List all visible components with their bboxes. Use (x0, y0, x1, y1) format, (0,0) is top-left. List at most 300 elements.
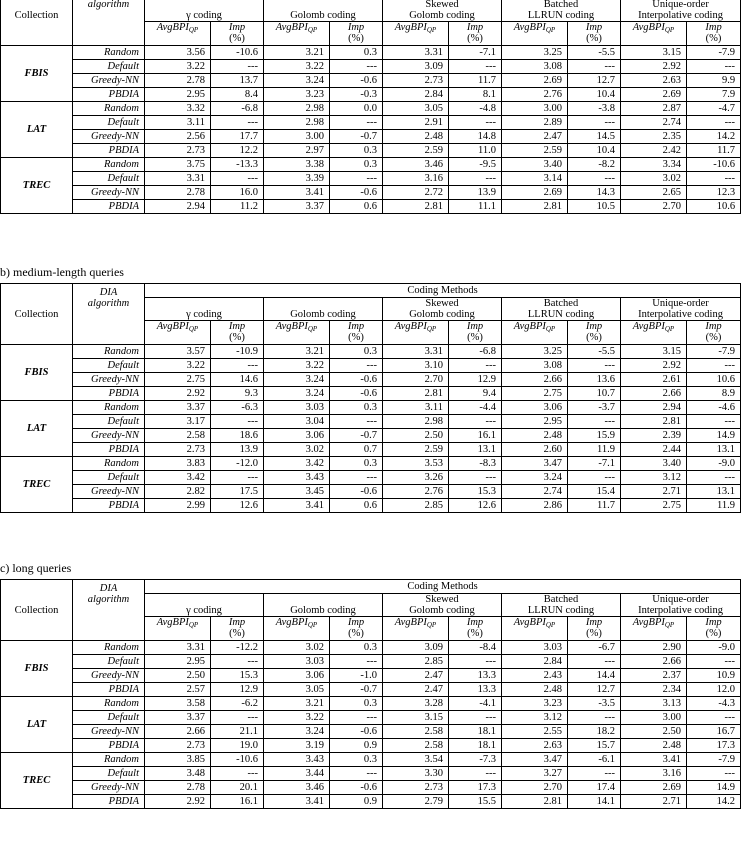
imp-cell: 10.4 (568, 144, 621, 158)
algorithm-name: PBDIA (73, 88, 145, 102)
avgbpi-cell: 3.38 (264, 158, 330, 172)
imp-cell: --- (449, 471, 502, 485)
avgbpi-cell: 2.58 (145, 429, 211, 443)
avgbpi-cell: 2.89 (502, 116, 568, 130)
avgbpi-cell: 2.69 (502, 74, 568, 88)
collection-name: FBIS (1, 345, 73, 401)
avgbpi-cell: 2.92 (145, 795, 211, 809)
imp-cell: --- (568, 172, 621, 186)
imp-cell: 0.6 (330, 200, 383, 214)
method-name-line1: Batched (543, 298, 579, 309)
imp-cell: -7.9 (687, 753, 741, 767)
imp-cell: 17.3 (449, 781, 502, 795)
imp-cell: 12.7 (568, 74, 621, 88)
avgbpi-cell: 3.37 (145, 401, 211, 415)
table-row (1, 158, 741, 172)
table-row (1, 711, 741, 725)
avgbpi-header (145, 321, 211, 345)
imp-cell: --- (687, 471, 741, 485)
imp-cell: 10.5 (568, 200, 621, 214)
imp-cell: --- (687, 655, 741, 669)
imp-cell: 14.2 (687, 795, 741, 809)
table-row (1, 200, 741, 214)
imp-cell: --- (449, 60, 502, 74)
table-row (1, 102, 741, 116)
imp-cell: 16.1 (449, 429, 502, 443)
imp-header (687, 22, 741, 46)
imp-cell: -10.9 (211, 345, 264, 359)
collection-name: LAT (1, 102, 73, 158)
imp-label: Imp (347, 321, 365, 332)
avgbpi-header (383, 22, 449, 46)
avgbpi-cell: 2.50 (383, 429, 449, 443)
imp-cell: -0.6 (330, 74, 383, 88)
algorithm-name: Random (73, 457, 145, 471)
imp-cell: 14.1 (568, 795, 621, 809)
imp-cell: --- (568, 471, 621, 485)
imp-cell: -7.9 (687, 46, 741, 60)
method-name-line2: Interpolative coding (638, 309, 723, 320)
imp-cell: 0.3 (330, 457, 383, 471)
avgbpi-cell: 3.15 (621, 345, 687, 359)
imp-cell: 0.3 (330, 158, 383, 172)
avgbpi-cell: 3.16 (383, 172, 449, 186)
method-name-line2: LLRUN coding (527, 605, 595, 616)
avgbpi-cell: 3.16 (621, 767, 687, 781)
avgbpi-cell: 3.02 (264, 641, 330, 655)
imp-cell: 19.0 (211, 739, 264, 753)
avgbpi-cell: 2.76 (502, 88, 568, 102)
table-row (1, 471, 741, 485)
collection-name: LAT (1, 401, 73, 457)
imp-cell: -0.6 (330, 373, 383, 387)
avgbpi-cell: 3.08 (502, 359, 568, 373)
avgbpi-header (264, 22, 330, 46)
algorithm-name: Random (73, 158, 145, 172)
avgbpi-cell: 3.31 (383, 345, 449, 359)
coding-methods-header: Coding Methods (145, 580, 741, 594)
imp-cell: -5.5 (568, 345, 621, 359)
avgbpi-cell: 3.05 (264, 683, 330, 697)
avgbpi-cell: 2.75 (502, 387, 568, 401)
coding-method-header (621, 0, 741, 22)
table-row (1, 795, 741, 809)
avgbpi-subscript: QP (664, 325, 675, 333)
algorithm-name: PBDIA (73, 683, 145, 697)
avgbpi-cell: 2.84 (383, 88, 449, 102)
imp-cell: 12.6 (211, 499, 264, 513)
avgbpi-cell: 2.73 (383, 74, 449, 88)
algorithm-name: PBDIA (73, 443, 145, 457)
algorithm-name: PBDIA (73, 144, 145, 158)
avgbpi-cell: 3.32 (145, 102, 211, 116)
avgbpi-cell: 2.90 (621, 641, 687, 655)
table-row (1, 443, 741, 457)
avgbpi-subscript: QP (426, 325, 437, 333)
table-caption: c) long queries (0, 561, 72, 575)
imp-cell: --- (211, 767, 264, 781)
avgbpi-label: AvgBPI (394, 617, 427, 628)
imp-header (211, 321, 264, 345)
imp-cell: 13.6 (568, 373, 621, 387)
avgbpi-cell: 3.00 (264, 130, 330, 144)
imp-unit: (%) (705, 628, 722, 639)
avgbpi-cell: 3.46 (264, 781, 330, 795)
avgbpi-cell: 3.22 (145, 60, 211, 74)
avgbpi-cell: 2.73 (145, 739, 211, 753)
avgbpi-header (264, 321, 330, 345)
imp-cell: --- (687, 60, 741, 74)
collection-name: LAT (1, 697, 73, 753)
avgbpi-cell: 3.40 (621, 457, 687, 471)
table-row (1, 359, 741, 373)
table-row (1, 373, 741, 387)
avgbpi-cell: 3.22 (145, 359, 211, 373)
imp-cell: --- (568, 655, 621, 669)
avgbpi-cell: 2.78 (145, 781, 211, 795)
avgbpi-label: AvgBPI (632, 617, 665, 628)
avgbpi-cell: 3.26 (383, 471, 449, 485)
imp-cell: 0.3 (330, 401, 383, 415)
avgbpi-header (621, 617, 687, 641)
avgbpi-cell: 3.00 (621, 711, 687, 725)
avgbpi-label: AvgBPI (632, 321, 665, 332)
collection-header: Collection (1, 580, 73, 641)
avgbpi-cell: 2.81 (621, 415, 687, 429)
imp-header (568, 22, 621, 46)
avgbpi-cell: 3.41 (264, 795, 330, 809)
algorithm-name: Random (73, 102, 145, 116)
avgbpi-subscript: QP (188, 325, 199, 333)
imp-cell: -6.8 (211, 102, 264, 116)
avgbpi-cell: 2.43 (502, 669, 568, 683)
method-name-line1 (269, 0, 377, 10)
imp-cell: 17.7 (211, 130, 264, 144)
imp-cell: 16.0 (211, 186, 264, 200)
avgbpi-subscript: QP (307, 325, 318, 333)
collection-name: FBIS (1, 641, 73, 697)
avgbpi-cell: 2.66 (621, 387, 687, 401)
avgbpi-cell: 3.46 (383, 158, 449, 172)
avgbpi-subscript: QP (188, 26, 199, 34)
imp-cell: --- (211, 116, 264, 130)
avgbpi-cell: 3.34 (621, 158, 687, 172)
imp-cell: -0.7 (330, 130, 383, 144)
avgbpi-cell: 2.69 (621, 781, 687, 795)
method-name-line2: LLRUN coding (527, 10, 595, 21)
avgbpi-subscript: QP (307, 26, 318, 34)
imp-cell: 9.4 (449, 387, 502, 401)
imp-cell: 13.7 (211, 74, 264, 88)
avgbpi-cell: 3.41 (621, 753, 687, 767)
table-row (1, 186, 741, 200)
avgbpi-cell: 3.17 (145, 415, 211, 429)
algorithm-name: Greedy-NN (73, 429, 145, 443)
avgbpi-cell: 3.24 (264, 373, 330, 387)
table-row (1, 144, 741, 158)
imp-cell: -3.8 (568, 102, 621, 116)
avgbpi-cell: 2.66 (502, 373, 568, 387)
imp-header (449, 617, 502, 641)
avgbpi-subscript: QP (545, 325, 556, 333)
avgbpi-cell: 3.15 (621, 46, 687, 60)
avgbpi-header (264, 617, 330, 641)
imp-cell: --- (687, 711, 741, 725)
imp-unit: (%) (586, 628, 602, 639)
method-name-line1: Skewed (425, 298, 459, 309)
method-name-line2: Interpolative coding (638, 605, 723, 616)
imp-header (449, 321, 502, 345)
avgbpi-cell: 2.39 (621, 429, 687, 443)
avgbpi-cell: 2.63 (502, 739, 568, 753)
imp-cell: 17.5 (211, 485, 264, 499)
avgbpi-header (621, 321, 687, 345)
imp-cell: 14.9 (687, 781, 741, 795)
imp-cell: 0.0 (330, 102, 383, 116)
imp-cell: 13.9 (449, 186, 502, 200)
avgbpi-cell: 3.53 (383, 457, 449, 471)
algorithm-name: Greedy-NN (73, 130, 145, 144)
avgbpi-cell: 3.06 (264, 429, 330, 443)
imp-cell: -10.6 (211, 753, 264, 767)
imp-cell: -12.0 (211, 457, 264, 471)
imp-cell: 0.3 (330, 345, 383, 359)
imp-cell: 13.1 (687, 485, 741, 499)
avgbpi-cell: 3.15 (383, 711, 449, 725)
avgbpi-cell: 3.57 (145, 345, 211, 359)
imp-unit: (%) (586, 332, 602, 343)
imp-cell: -6.1 (568, 753, 621, 767)
avgbpi-header (145, 617, 211, 641)
avgbpi-cell: 3.12 (502, 711, 568, 725)
coding-method-header (502, 594, 621, 617)
avgbpi-subscript: QP (307, 621, 318, 629)
avgbpi-label: AvgBPI (632, 22, 665, 33)
imp-cell: --- (330, 471, 383, 485)
imp-label: Imp (705, 22, 722, 33)
imp-header (687, 617, 741, 641)
imp-cell: 8.4 (211, 88, 264, 102)
imp-cell: --- (687, 415, 741, 429)
collection-name: TREC (1, 753, 73, 809)
algorithm-name: Greedy-NN (73, 485, 145, 499)
table-row (1, 499, 741, 513)
imp-label: Imp (705, 321, 722, 332)
imp-cell: --- (211, 471, 264, 485)
avgbpi-cell: 2.69 (502, 186, 568, 200)
imp-cell: -3.7 (568, 401, 621, 415)
avgbpi-cell: 2.50 (621, 725, 687, 739)
imp-cell: 15.9 (568, 429, 621, 443)
method-name-line2: Golomb coding (290, 309, 356, 320)
avgbpi-cell: 2.44 (621, 443, 687, 457)
imp-cell: --- (449, 172, 502, 186)
collection-name: FBIS (1, 46, 73, 102)
coding-method-header (264, 298, 383, 321)
avgbpi-cell: 3.14 (502, 172, 568, 186)
table-row (1, 781, 741, 795)
avgbpi-cell: 2.97 (264, 144, 330, 158)
imp-cell: -0.7 (330, 683, 383, 697)
dia-header-line2: algorithm (87, 594, 130, 605)
imp-header (211, 617, 264, 641)
algorithm-name: Default (73, 471, 145, 485)
imp-cell: 10.7 (568, 387, 621, 401)
algorithm-name: Default (73, 655, 145, 669)
algorithm-name: Greedy-NN (73, 373, 145, 387)
method-name-line1: Unique-order (652, 594, 709, 605)
imp-cell: 14.3 (568, 186, 621, 200)
avgbpi-cell: 3.40 (502, 158, 568, 172)
algorithm-name: Default (73, 172, 145, 186)
imp-cell: --- (568, 711, 621, 725)
avgbpi-cell: 3.42 (145, 471, 211, 485)
avgbpi-subscript: QP (545, 621, 556, 629)
imp-cell: 13.1 (449, 443, 502, 457)
imp-cell: 14.6 (211, 373, 264, 387)
avgbpi-label: AvgBPI (156, 321, 189, 332)
avgbpi-cell: 2.47 (502, 130, 568, 144)
imp-cell: --- (211, 60, 264, 74)
avgbpi-cell: 3.44 (264, 767, 330, 781)
imp-cell: 17.3 (687, 739, 741, 753)
imp-cell: -4.3 (687, 697, 741, 711)
algorithm-name: PBDIA (73, 795, 145, 809)
imp-cell: 14.9 (687, 429, 741, 443)
imp-cell: --- (211, 711, 264, 725)
method-name-line2: Interpolative coding (638, 10, 723, 21)
avgbpi-header (502, 617, 568, 641)
avgbpi-cell: 3.12 (621, 471, 687, 485)
avgbpi-cell: 3.41 (264, 186, 330, 200)
method-name-line1: Skewed (425, 0, 459, 10)
imp-cell: 16.7 (687, 725, 741, 739)
imp-cell: -0.6 (330, 186, 383, 200)
avgbpi-cell: 3.22 (264, 60, 330, 74)
algorithm-name: Default (73, 415, 145, 429)
imp-cell: -1.0 (330, 669, 383, 683)
avgbpi-cell: 3.27 (502, 767, 568, 781)
method-name-line1 (150, 0, 258, 10)
avgbpi-cell: 3.24 (264, 74, 330, 88)
imp-cell: 18.1 (449, 739, 502, 753)
avgbpi-subscript: QP (545, 26, 556, 34)
results-table (0, 0, 741, 214)
coding-method-header (145, 594, 264, 617)
avgbpi-cell: 2.84 (502, 655, 568, 669)
avgbpi-cell: 2.56 (145, 130, 211, 144)
avgbpi-cell: 3.08 (502, 60, 568, 74)
coding-method-header (383, 0, 502, 22)
avgbpi-cell: 3.03 (264, 401, 330, 415)
imp-cell: -6.8 (449, 345, 502, 359)
avgbpi-cell: 3.03 (264, 655, 330, 669)
avgbpi-cell: 3.43 (264, 753, 330, 767)
avgbpi-cell: 2.98 (264, 116, 330, 130)
avgbpi-cell: 2.59 (383, 144, 449, 158)
avgbpi-cell: 2.75 (621, 499, 687, 513)
imp-cell: 15.5 (449, 795, 502, 809)
avgbpi-cell: 3.24 (264, 725, 330, 739)
method-name-line2: Golomb coding (290, 605, 356, 616)
imp-cell: --- (568, 60, 621, 74)
table-row (1, 767, 741, 781)
imp-label: Imp (585, 321, 603, 332)
avgbpi-label: AvgBPI (394, 22, 427, 33)
avgbpi-cell: 3.47 (502, 753, 568, 767)
algorithm-name: Random (73, 697, 145, 711)
method-name-line2: Golomb coding (409, 605, 475, 616)
algorithm-name: Greedy-NN (73, 669, 145, 683)
imp-header (568, 321, 621, 345)
imp-header (687, 321, 741, 345)
algorithm-name: PBDIA (73, 200, 145, 214)
table-row (1, 172, 741, 186)
avgbpi-cell: 2.71 (621, 485, 687, 499)
avgbpi-cell: 2.82 (145, 485, 211, 499)
avgbpi-cell: 3.31 (145, 172, 211, 186)
avgbpi-header (383, 321, 449, 345)
imp-cell: --- (330, 711, 383, 725)
imp-cell: 12.9 (449, 373, 502, 387)
avgbpi-cell: 2.58 (383, 725, 449, 739)
imp-cell: --- (687, 359, 741, 373)
avgbpi-label: AvgBPI (275, 22, 308, 33)
imp-cell: --- (211, 655, 264, 669)
imp-cell: 12.6 (449, 499, 502, 513)
imp-cell: 13.3 (449, 683, 502, 697)
method-name-line1: Skewed (425, 594, 459, 605)
avgbpi-cell: 3.23 (502, 697, 568, 711)
imp-unit: (%) (229, 332, 245, 343)
algorithm-name: Random (73, 641, 145, 655)
method-name-line1 (269, 298, 377, 309)
imp-header (449, 22, 502, 46)
imp-cell: -4.1 (449, 697, 502, 711)
avgbpi-cell: 2.47 (383, 683, 449, 697)
imp-cell: 13.9 (211, 443, 264, 457)
imp-cell: 18.1 (449, 725, 502, 739)
imp-cell: 21.1 (211, 725, 264, 739)
algorithm-name: Default (73, 359, 145, 373)
avgbpi-header (621, 22, 687, 46)
avgbpi-cell: 2.85 (383, 499, 449, 513)
avgbpi-cell: 2.59 (502, 144, 568, 158)
imp-cell: 15.7 (568, 739, 621, 753)
avgbpi-cell: 3.75 (145, 158, 211, 172)
avgbpi-cell: 3.11 (145, 116, 211, 130)
imp-cell: 9.9 (687, 74, 741, 88)
table-row (1, 130, 741, 144)
imp-cell: 8.9 (687, 387, 741, 401)
imp-label: Imp (228, 22, 246, 33)
imp-cell: --- (330, 415, 383, 429)
imp-cell: 11.7 (568, 499, 621, 513)
imp-cell: -6.7 (568, 641, 621, 655)
avgbpi-cell: 3.30 (383, 767, 449, 781)
avgbpi-cell: 2.86 (502, 499, 568, 513)
imp-cell: --- (330, 172, 383, 186)
imp-cell: -8.4 (449, 641, 502, 655)
table-caption: b) medium-length queries (0, 265, 124, 279)
table-row (1, 753, 741, 767)
imp-cell: --- (330, 655, 383, 669)
avgbpi-cell: 2.91 (383, 116, 449, 130)
avgbpi-cell: 2.95 (502, 415, 568, 429)
avgbpi-cell: 2.63 (621, 74, 687, 88)
imp-cell: --- (449, 116, 502, 130)
method-name-line2: Golomb coding (290, 10, 356, 21)
